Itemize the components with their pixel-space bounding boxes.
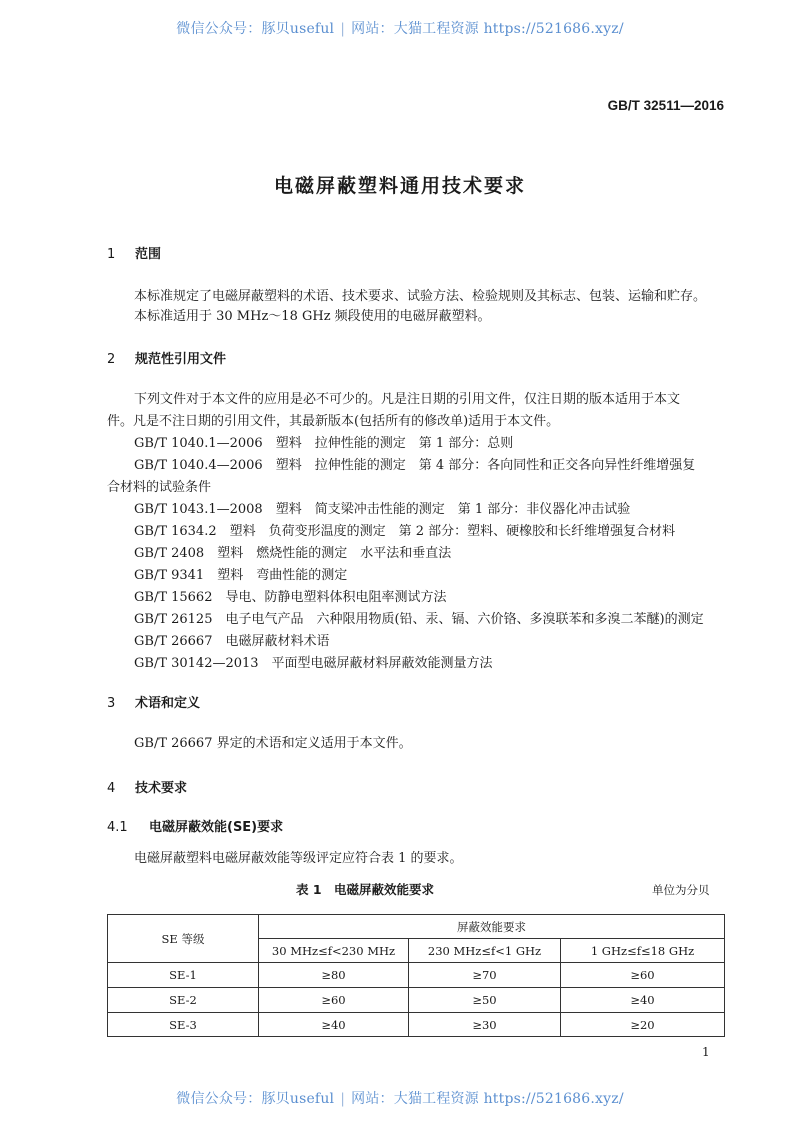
watermark-site: 网站：大猫工程资源 https://521686.xyz/ xyxy=(351,1091,624,1107)
scope-paragraph-2: 本标准适用于 30 MHz～18 GHz 频段使用的电磁屏蔽塑料。 xyxy=(134,309,491,324)
cell-grade: SE-3 xyxy=(108,1013,259,1037)
reference-item-continued: 合材料的试验条件 xyxy=(107,480,212,495)
watermark-wechat: 微信公众号：豚贝useful xyxy=(176,21,335,37)
section-title: 电磁屏蔽效能(SE)要求 xyxy=(149,820,284,835)
reference-item: GB/T 1040.1—2006 塑料 拉伸性能的测定 第 1 部分：总则 xyxy=(134,436,514,451)
document-title: 电磁屏蔽塑料通用技术要求 xyxy=(273,175,526,197)
header-band-3: 1 GHz≤f≤18 GHz xyxy=(561,939,725,963)
watermark-wechat: 微信公众号：豚贝useful xyxy=(176,1091,335,1107)
watermark-separator: | xyxy=(340,1091,346,1107)
reference-item: GB/T 26125 电子电气产品 六种限用物质(铅、汞、镉、六价铬、多溴联苯和多溴二苯醚)的测定 xyxy=(134,612,704,627)
reference-item: GB/T 30142—2013 平面型电磁屏蔽材料屏蔽效能测量方法 xyxy=(134,656,493,671)
reference-item: GB/T 15662 导电、防静电塑料体积电阻率测试方法 xyxy=(134,590,447,605)
se-requirements-table xyxy=(107,914,725,1037)
watermark-top xyxy=(0,18,800,38)
table-caption: 表 1 电磁屏蔽效能要求 xyxy=(296,882,435,897)
table-row xyxy=(108,1013,725,1037)
scope-paragraph-1: 本标准规定了电磁屏蔽塑料的术语、技术要求、试验方法、检验规则及其标志、包装、运输和贮存。 xyxy=(134,289,707,304)
reference-item: GB/T 26667 电磁屏蔽材料术语 xyxy=(134,634,330,649)
section-1-heading xyxy=(107,243,161,262)
section-title: 术语和定义 xyxy=(135,696,201,711)
cell-value: ≥50 xyxy=(409,988,561,1013)
reference-item: GB/T 1634.2 塑料 负荷变形温度的测定 第 2 部分：塑料、硬橡胶和长纤维增强复合材料 xyxy=(134,524,676,539)
section-2-heading xyxy=(107,348,226,367)
page-number: 1 xyxy=(702,1045,710,1059)
cell-grade: SE-1 xyxy=(108,963,259,988)
section-title: 技术要求 xyxy=(135,781,188,796)
header-band-2: 230 MHz≤f<1 GHz xyxy=(409,939,561,963)
references-intro-line-2: 件。凡是不注日期的引用文件，其最新版本(包括所有的修改单)适用于本文件。 xyxy=(107,414,560,429)
watermark-separator: | xyxy=(340,21,346,37)
section-number: 3 xyxy=(107,696,116,711)
terms-paragraph: GB/T 26667 界定的术语和定义适用于本文件。 xyxy=(134,736,412,751)
cell-value: ≥80 xyxy=(259,963,409,988)
section-number: 2 xyxy=(107,352,116,367)
cell-value: ≥20 xyxy=(561,1013,725,1037)
watermark-site: 网站：大猫工程资源 https://521686.xyz/ xyxy=(351,21,624,37)
cell-value: ≥70 xyxy=(409,963,561,988)
header-se-grade: SE 等级 xyxy=(108,915,259,963)
section-title: 范围 xyxy=(135,247,162,262)
standard-code: GB/T 32511—2016 xyxy=(607,98,724,113)
section-3-heading xyxy=(107,692,200,711)
cell-value: ≥60 xyxy=(561,963,725,988)
header-shielding-group: 屏蔽效能要求 xyxy=(259,915,725,939)
section-number: 4.1 xyxy=(107,820,128,835)
cell-value: ≥40 xyxy=(561,988,725,1013)
reference-item: GB/T 9341 塑料 弯曲性能的测定 xyxy=(134,568,348,583)
section-number: 4 xyxy=(107,781,116,796)
section-number: 1 xyxy=(107,247,116,262)
references-intro-line-1: 下列文件对于本文件的应用是必不可少的。凡是注日期的引用文件，仅注日期的版本适用于本文 xyxy=(134,392,681,407)
reference-item: GB/T 1043.1—2008 塑料 简支梁冲击性能的测定 第 1 部分：非仪器化冲击试验 xyxy=(134,502,631,517)
watermark-bottom xyxy=(0,1088,800,1108)
cell-value: ≥60 xyxy=(259,988,409,1013)
section-4-heading xyxy=(107,777,187,796)
cell-value: ≥40 xyxy=(259,1013,409,1037)
table-row xyxy=(108,963,725,988)
table-row xyxy=(108,988,725,1013)
header-band-1: 30 MHz≤f<230 MHz xyxy=(259,939,409,963)
se-requirement-paragraph: 电磁屏蔽塑料电磁屏蔽效能等级评定应符合表 1 的要求。 xyxy=(134,851,463,866)
reference-item: GB/T 1040.4—2006 塑料 拉伸性能的测定 第 4 部分：各向同性和正交各向异性纤维增强复 xyxy=(134,458,696,473)
reference-item: GB/T 2408 塑料 燃烧性能的测定 水平法和垂直法 xyxy=(134,546,452,561)
cell-grade: SE-2 xyxy=(108,988,259,1013)
cell-value: ≥30 xyxy=(409,1013,561,1037)
section-4-1-heading xyxy=(107,816,283,835)
table-unit: 单位为分贝 xyxy=(652,883,710,897)
section-title: 规范性引用文件 xyxy=(135,352,227,367)
